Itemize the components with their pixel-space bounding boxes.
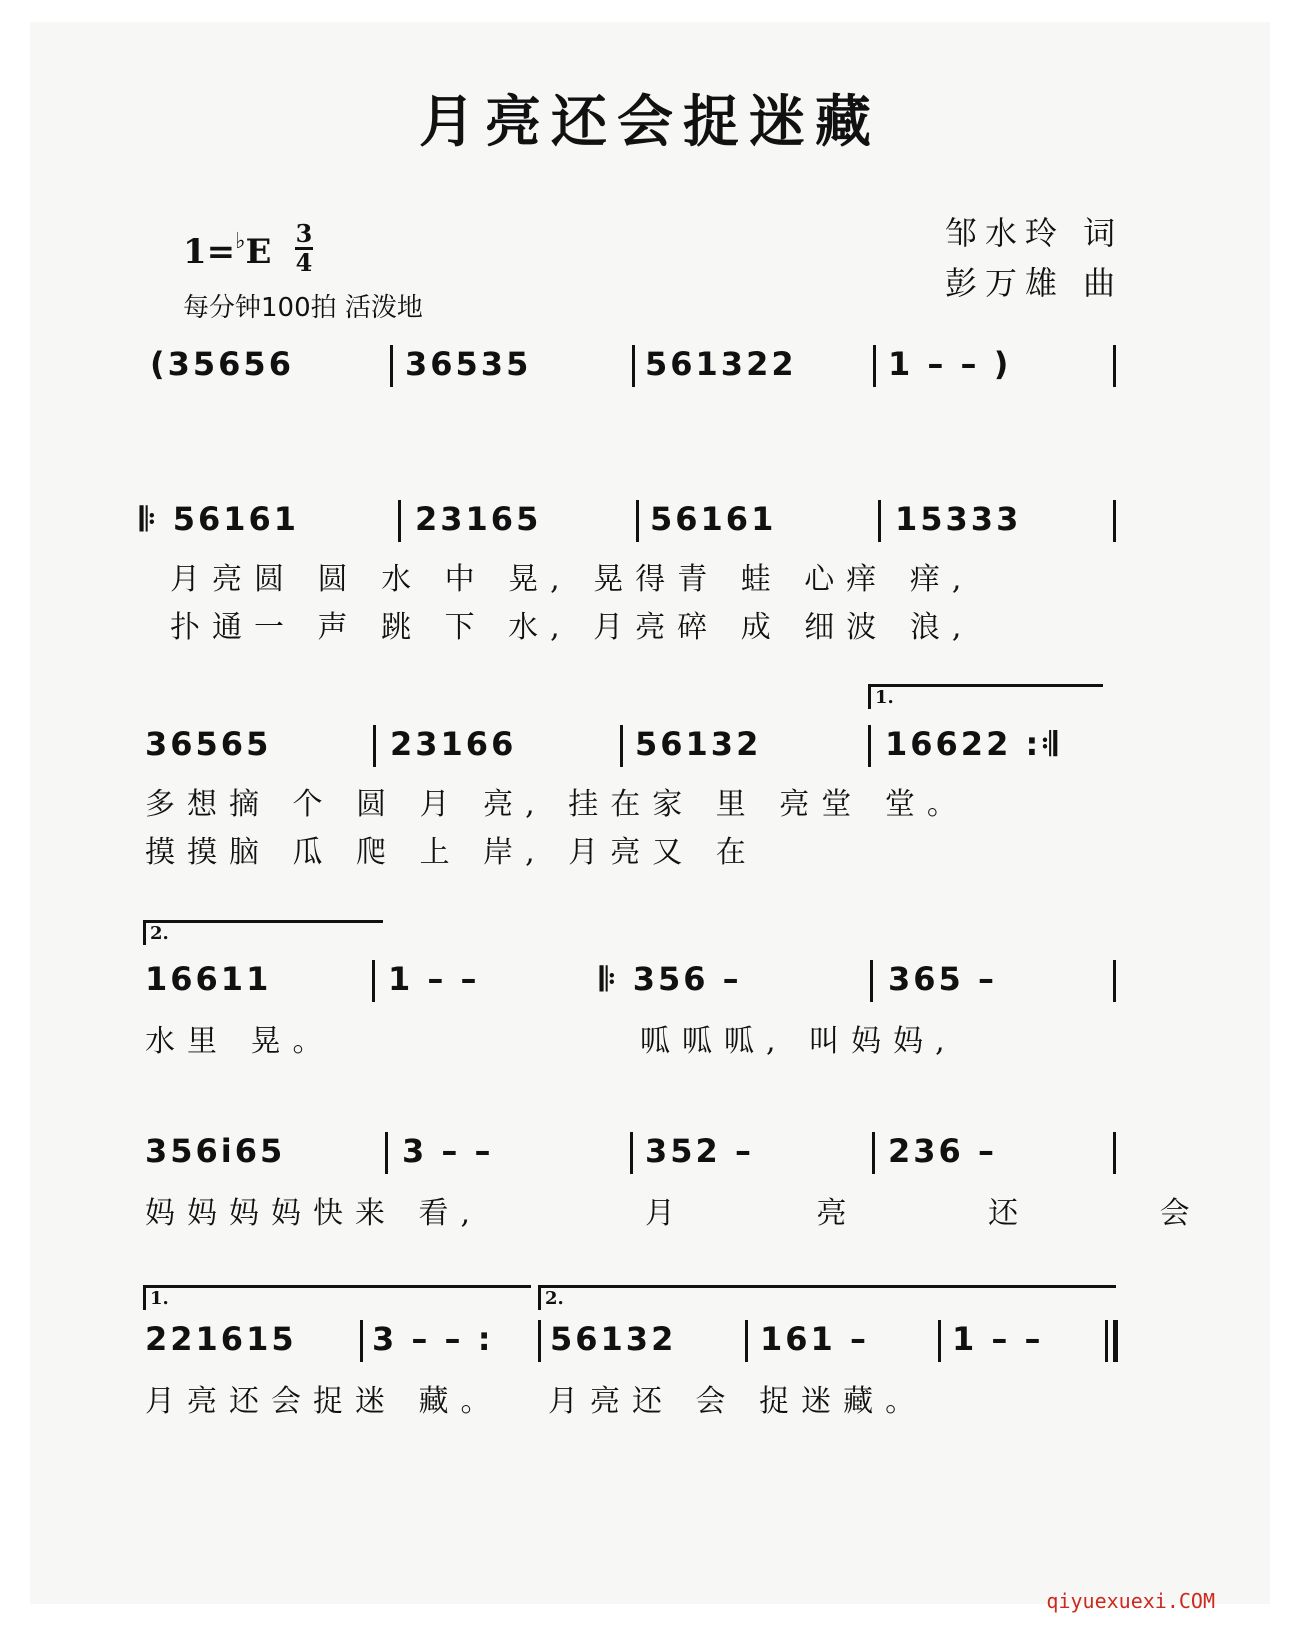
measure: 56161 — [650, 500, 777, 538]
flat-sign: ♭ — [235, 228, 246, 254]
measure: 221615 — [145, 1320, 297, 1358]
lyric-line: 妈妈妈妈快来 看, — [145, 1196, 483, 1231]
measure: 3 – – — [402, 1132, 494, 1170]
volta-bracket: 2. — [538, 1285, 1116, 1310]
measure: 23166 — [390, 725, 517, 763]
tempo-marking: 每分钟100拍 活泼地 — [183, 293, 423, 323]
lyricist-credit: 邹水玲 词 — [945, 214, 1124, 252]
lyric-verse-2: 扑通一 声 跳 下 水, 月亮碎 成 细波 浪, — [170, 610, 974, 645]
lyric-verse-2: 摸摸脑 瓜 爬 上 岸, 月亮又 在 — [145, 835, 758, 870]
measure: 56132 — [550, 1320, 677, 1358]
lyric-line: 水里 晃。 — [145, 1024, 335, 1059]
measure: 236 – — [888, 1132, 997, 1170]
lyric-line: 月亮还会捉迷 藏。 — [145, 1384, 503, 1419]
measure: 1 – – — [952, 1320, 1044, 1358]
site-watermark: qiyuexuexi.COM — [1046, 1589, 1215, 1613]
measure: 3 – – : — [372, 1320, 494, 1358]
lyric-verse-1: 多想摘 个 圆 月 亮, 挂在家 里 亮堂 堂。 — [145, 787, 969, 822]
measure: 𝄆 56161 — [140, 500, 300, 538]
volta-bracket: 2. — [143, 920, 383, 945]
measure: 161 – — [760, 1320, 869, 1358]
composer-credit: 彭万雄 曲 — [945, 264, 1124, 302]
measure: 36565 — [145, 725, 272, 763]
time-signature: 3 4 — [295, 219, 313, 277]
score-line-3 — [0, 725, 1300, 885]
score-line-1 — [0, 345, 1300, 505]
score-line-4 — [0, 960, 1300, 1120]
score-line-6 — [0, 1320, 1300, 1480]
score-line-2 — [0, 500, 1300, 660]
measure: 561322 — [645, 345, 797, 383]
volta-bracket: 1. — [143, 1285, 531, 1310]
score-line-5 — [0, 1132, 1300, 1292]
key-signature: 1=♭E — [183, 228, 272, 272]
measure: 1 – – — [388, 960, 480, 998]
measure: 352 – — [645, 1132, 754, 1170]
measure: 365 – — [888, 960, 997, 998]
measure: 36535 — [405, 345, 532, 383]
song-title: 月亮还会捉迷藏 — [419, 89, 881, 155]
lyric-line: 月 亮 还 会 — [645, 1196, 1256, 1231]
measure: 15333 — [895, 500, 1022, 538]
measure: 356i65 — [145, 1132, 286, 1170]
lyric-line: 月亮还 会 捉迷藏。 — [548, 1384, 928, 1419]
measure: 23165 — [415, 500, 542, 538]
lyric-verse-1: 月亮圆 圆 水 中 晃, 晃得青 蛙 心痒 痒, — [170, 562, 974, 597]
measure: 56132 — [635, 725, 762, 763]
measure: 1 – – ) — [888, 345, 1012, 383]
measure: (35656 — [150, 345, 294, 383]
measure: 16622 :𝄇 — [885, 725, 1060, 763]
measure: 𝄆 356 – — [600, 960, 742, 998]
lyric-line: 呱呱呱, 叫妈妈, — [640, 1024, 957, 1059]
measure: 16611 — [145, 960, 272, 998]
volta-bracket: 1. — [868, 684, 1103, 709]
